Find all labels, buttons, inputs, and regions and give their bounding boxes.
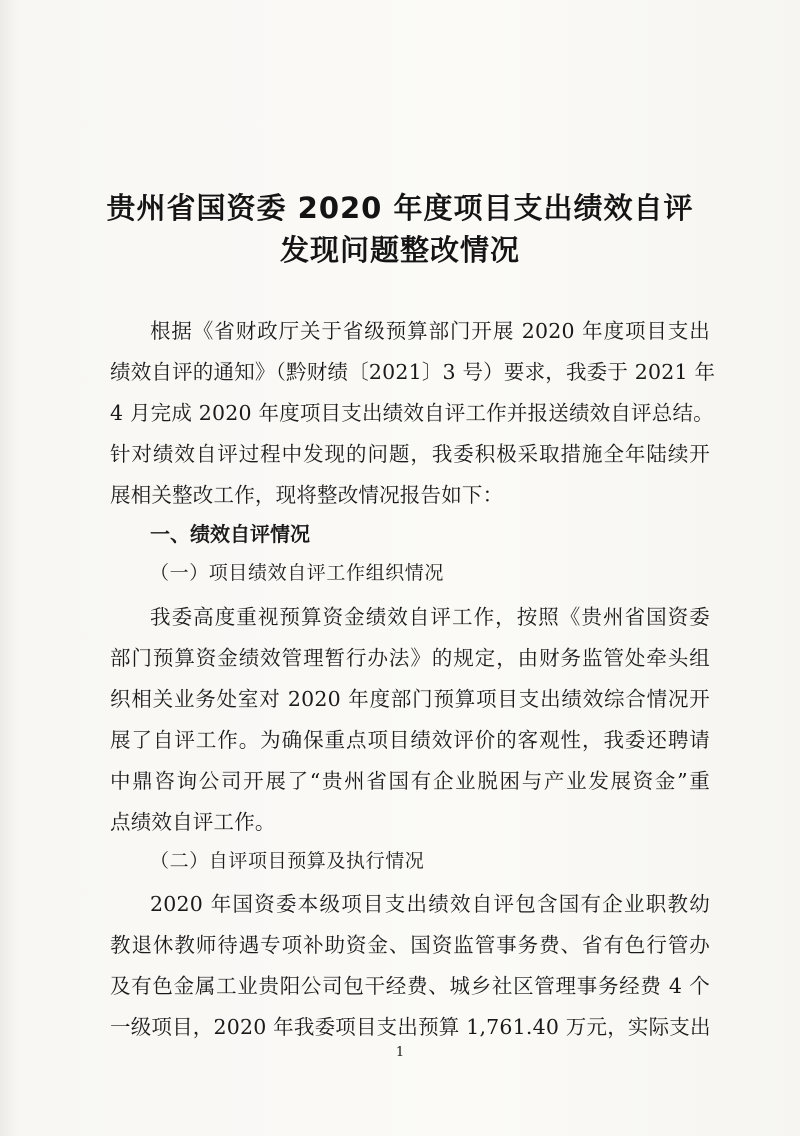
sub1-line-5: 中鼎咨询公司开展了“贵州省国有企业脱困与产业发展资金”重 [110,769,710,793]
subsection-heading-2: （二）自评项目预算及执行情况 [150,850,425,872]
sub1-line-2: 部门预算资金绩效管理暂行办法》的规定，由财务监管处牵头组 [110,646,710,670]
intro-line-4: 针对绩效自评过程中发现的问题，我委积极采取措施全年陆续开 [110,442,710,466]
sub2-line-3: 及有色金属工业贵阳公司包干经费、城乡社区管理事务经费 4 个 [110,974,710,998]
document-title-line-2: 发现问题整改情况 [279,233,520,267]
sub1-line-3: 织相关业务处室对 2020 年度部门预算项目支出绩效综合情况开 [110,687,710,711]
sub1-line-4: 展了自评工作。为确保重点项目绩效评价的客观性，我委还聘请 [110,728,710,752]
page-number: 1 [395,1045,405,1060]
intro-line-5: 展相关整改工作，现将整改情况报告如下： [110,483,504,507]
document-title-line-1: 贵州省国资委 2020 年度项目支出绩效自评 [106,191,694,225]
sub2-line-4: 一级项目，2020 年我委项目支出预算 1,761.40 万元，实际支出 [110,1015,711,1039]
sub1-line-6: 点绩效自评工作。 [110,810,276,834]
sub2-line-2: 教退休教师待遇专项补助资金、国资监管事务费、省有色行管办 [110,933,710,957]
intro-line-2: 绩效自评的通知》（黔财绩〔2021〕3 号）要求，我委于 2021 年 [110,360,716,384]
intro-line-3: 4 月完成 2020 年度项目支出绩效自评工作并报送绩效自评总结。 [110,401,714,425]
sub1-line-1: 我委高度重视预算资金绩效自评工作，按照《贵州省国资委 [150,605,710,629]
subsection-heading-1: （一）项目绩效自评工作组织情况 [150,562,445,584]
sub2-line-1: 2020 年国资委本级项目支出绩效自评包含国有企业职教幼 [150,892,710,916]
intro-line-1: 根据《省财政厅关于省级预算部门开展 2020 年度项目支出 [150,319,710,343]
section-heading: 一、绩效自评情况 [150,522,310,546]
